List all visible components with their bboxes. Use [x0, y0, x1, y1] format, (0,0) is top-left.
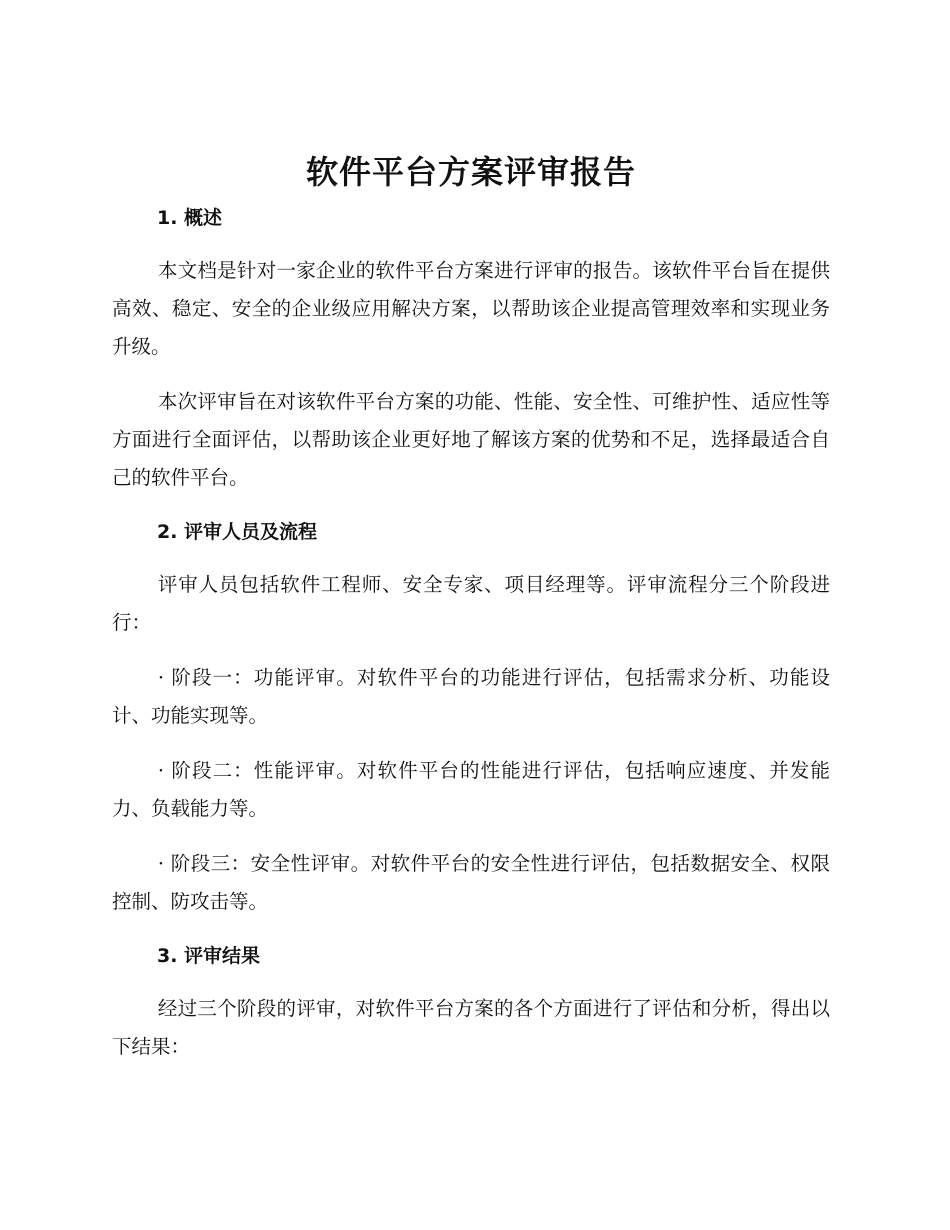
- paragraph: 本文档是针对一家企业的软件平台方案进行评审的报告。该软件平台旨在提供高效、稳定、安全的企业级应用解决方案，以帮助该企业提高管理效率和实现业务升级。: [112, 259, 830, 358]
- document-page: [112, 150, 830, 1066]
- section-heading-results: 3. 评审结果: [157, 945, 261, 967]
- list-item-stage-two: · 阶段二：性能评审。对软件平台的性能进行评估，包括响应速度、并发能力、负载能力等。: [112, 759, 830, 820]
- paragraph: 评审人员包括软件工程师、安全专家、项目经理等。评审流程分三个阶段进行：: [112, 573, 830, 634]
- list-item-stage-three: · 阶段三：安全性评审。对软件平台的安全性进行评估，包括数据安全、权限控制、防攻击等。: [112, 852, 830, 913]
- list-item-stage-one: · 阶段一：功能评审。对软件平台的功能进行评估，包括需求分析、功能设计、功能实现等。: [112, 666, 830, 727]
- section-heading-reviewers-process: 2. 评审人员及流程: [157, 521, 318, 543]
- document-title: 软件平台方案评审报告: [305, 153, 636, 191]
- section-heading-overview: 1. 概述: [157, 207, 223, 229]
- paragraph: 本次评审旨在对该软件平台方案的功能、性能、安全性、可维护性、适应性等方面进行全面评估，以帮助该企业更好地了解该方案的优势和不足，选择最适合自己的软件平台。: [112, 390, 830, 489]
- paragraph: 经过三个阶段的评审，对软件平台方案的各个方面进行了评估和分析，得出以下结果：: [112, 997, 830, 1058]
